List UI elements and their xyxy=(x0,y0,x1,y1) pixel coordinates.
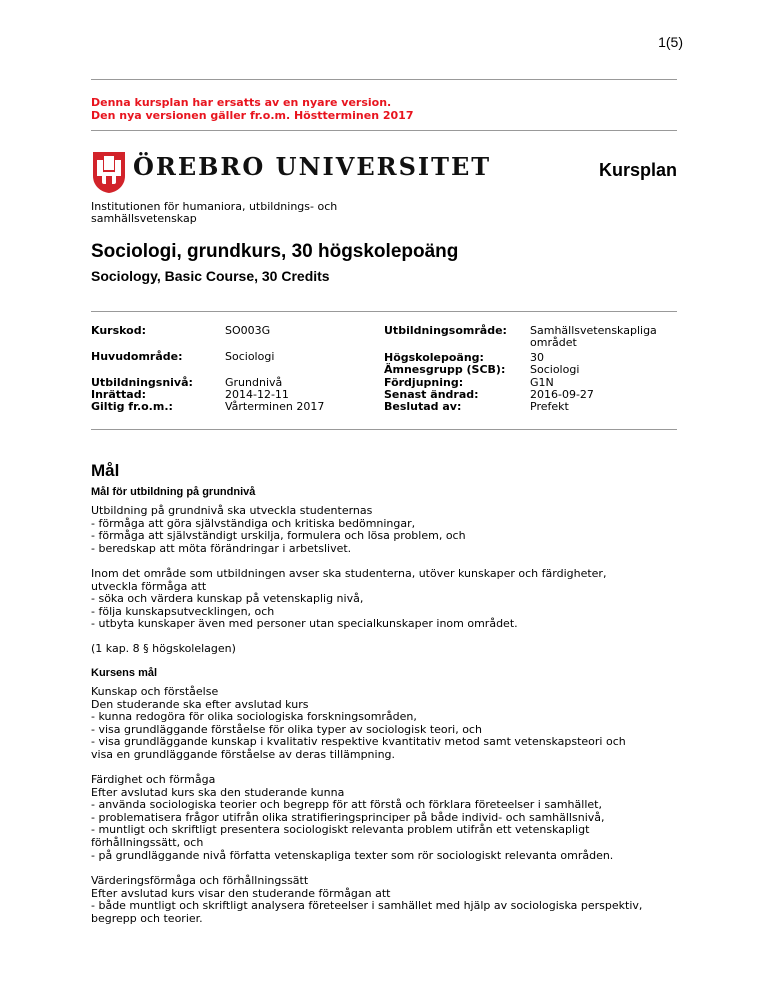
paragraph-kunskap-forstaelse: Kunskap och förståelse Den studerande ska efter avslutad kurs - kunna redogöra för olika sociologiska forskningsområden, - visa grundläggande förståelse för olika typer av sociologisk teori, och - visa grundläggande kunskap i kvalitativ respektive kvantitativ metod samt vetenskapsteori och visa en grundläggande förståelse av deras tillämpning. xyxy=(91,685,626,761)
value-fordjupning: G1N xyxy=(530,376,554,389)
paragraph-law-reference: (1 kap. 8 § högskolelagen) xyxy=(91,642,236,655)
label-inrattad: Inrättad: xyxy=(91,388,146,401)
label-huvudomrade: Huvudområde: xyxy=(91,350,183,363)
value-hogskolepoang: 30 xyxy=(530,351,544,364)
value-amnesgrupp: Sociologi xyxy=(530,363,580,376)
paragraph-area-goals: Inom det område som utbildningen avser ska studenterna, utöver kunskaper och färdigheter, utveckla förmåga att - söka och värdera kunskap på vetenskaplig nivå, - följa kunskapsutvecklingen, och - utbyta kunskaper även med personer utan specialkunskaper inom området. xyxy=(91,567,607,631)
label-senast-andrad: Senast ändrad: xyxy=(384,388,479,401)
notice-line-1: Denna kursplan har ersatts av en nyare version. xyxy=(91,96,392,109)
value-utbildningsniva: Grundnivå xyxy=(225,376,283,389)
section-heading-mal: Mål xyxy=(91,461,120,480)
label-giltig: Giltig fr.o.m.: xyxy=(91,400,173,413)
value-giltig: Vårterminen 2017 xyxy=(225,400,325,413)
paragraph-fardighet-formaga: Färdighet och förmåga Efter avslutad kurs ska den studerande kunna - använda sociologiska teorier och begrepp för att förstå och förklara företeelser i samhället, - problematisera frågor utifrån olika stratifieringsprinciper på både individ- och samhällsnivå, - muntligt och skriftligt presentera sociologiskt relevanta problem utifrån ett vetenskapligt förhållningssätt, och - på grundläggande nivå författa vetenskapliga texter som rör sociologiskt relevanta områden. xyxy=(91,773,614,862)
paragraph-grundniva-goals: Utbildning på grundnivå ska utveckla studenternas - förmåga att göra självständiga och kritiska bedömningar, - förmåga att självständigt urskilja, formulera och lösa problem, och - beredskap att möta förändringar i arbetslivet. xyxy=(91,504,466,555)
page-number: 1(5) xyxy=(658,34,683,50)
institution-name: Institutionen för humaniora, utbildnings- och samhällsvetenskap xyxy=(91,200,338,225)
value-beslutad-av: Prefekt xyxy=(530,400,569,413)
label-hogskolepoang: Högskolepoäng: xyxy=(384,351,484,364)
label-amnesgrupp: Ämnesgrupp (SCB): xyxy=(384,363,506,376)
document-type: Kursplan xyxy=(598,160,677,180)
label-fordjupning: Fördjupning: xyxy=(384,376,464,389)
course-title-english: Sociology, Basic Course, 30 Credits xyxy=(91,268,330,284)
value-huvudomrade: Sociologi xyxy=(225,350,275,363)
label-utbildningsniva: Utbildningsnivå: xyxy=(91,376,193,389)
superseded-notice xyxy=(91,96,413,122)
university-seal-logo xyxy=(91,150,127,194)
label-kurskod: Kurskod: xyxy=(91,324,146,337)
subheading-kursens-mal: Kursens mål xyxy=(91,667,158,679)
notice-line-2: Den nya versionen gäller fr.o.m. Höstterminen 2017 xyxy=(91,109,414,122)
label-beslutad-av: Beslutad av: xyxy=(384,400,462,413)
value-utbildningsomrade: Samhällsvetenskapliga området xyxy=(530,324,657,349)
university-name-logo: ÖREBRO UNIVERSITET xyxy=(133,152,492,181)
value-kurskod: SO003G xyxy=(225,324,271,337)
divider xyxy=(91,311,677,312)
label-utbildningsomrade: Utbildningsområde: xyxy=(384,324,507,337)
divider xyxy=(91,130,677,131)
value-inrattad: 2014-12-11 xyxy=(225,388,289,401)
subheading-grundniva: Mål för utbildning på grundnivå xyxy=(91,486,256,498)
value-senast-andrad: 2016-09-27 xyxy=(530,388,594,401)
divider xyxy=(91,429,677,430)
divider xyxy=(91,79,677,80)
paragraph-vardering: Värderingsförmåga och förhållningssätt Efter avslutad kurs visar den studerande förmågan att - både muntligt och skriftligt analysera företeelser i samhället med hjälp av sociologiska perspektiv, begrepp och teorier. xyxy=(91,874,643,925)
course-title-swedish: Sociologi, grundkurs, 30 högskolepoäng xyxy=(91,241,459,262)
